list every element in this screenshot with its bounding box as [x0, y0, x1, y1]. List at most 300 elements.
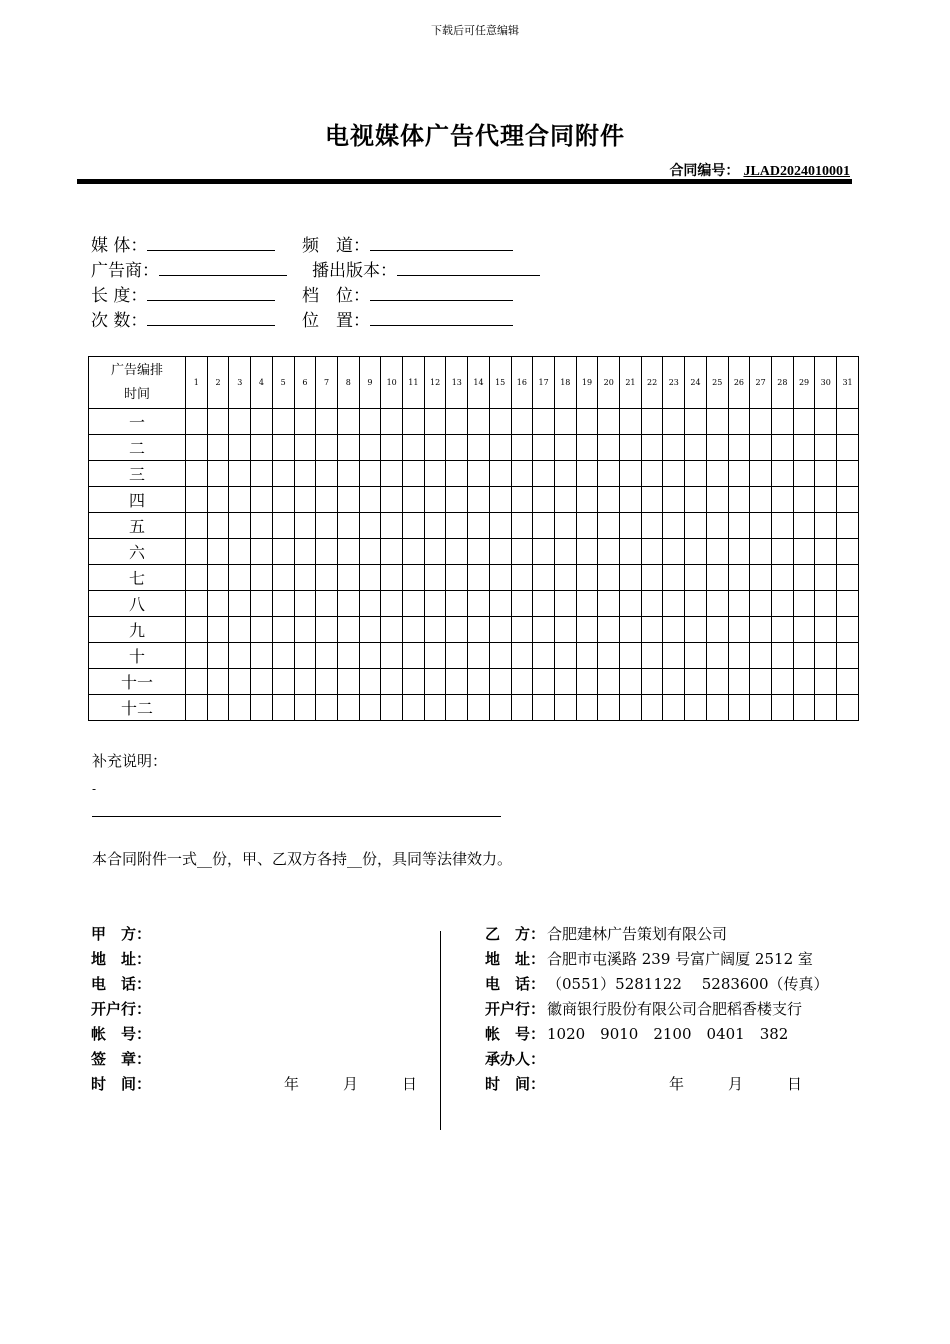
schedule-cell[interactable]: [316, 513, 338, 539]
schedule-cell[interactable]: [663, 409, 685, 435]
schedule-cell[interactable]: [251, 461, 273, 487]
schedule-cell[interactable]: [207, 461, 229, 487]
schedule-cell[interactable]: [576, 487, 598, 513]
schedule-cell[interactable]: [489, 487, 511, 513]
schedule-cell[interactable]: [771, 565, 793, 591]
schedule-cell[interactable]: [359, 513, 381, 539]
schedule-cell[interactable]: [554, 435, 576, 461]
schedule-cell[interactable]: [641, 617, 663, 643]
schedule-cell[interactable]: [750, 513, 772, 539]
schedule-cell[interactable]: [229, 591, 251, 617]
schedule-cell[interactable]: [316, 591, 338, 617]
schedule-cell[interactable]: [771, 461, 793, 487]
schedule-cell[interactable]: [598, 539, 620, 565]
schedule-cell[interactable]: [533, 513, 555, 539]
schedule-cell[interactable]: [815, 461, 837, 487]
schedule-cell[interactable]: [685, 513, 707, 539]
schedule-cell[interactable]: [337, 565, 359, 591]
schedule-cell[interactable]: [468, 669, 490, 695]
schedule-cell[interactable]: [403, 539, 425, 565]
schedule-cell[interactable]: [620, 539, 642, 565]
schedule-cell[interactable]: [446, 565, 468, 591]
schedule-cell[interactable]: [793, 643, 815, 669]
schedule-cell[interactable]: [272, 487, 294, 513]
schedule-cell[interactable]: [424, 487, 446, 513]
schedule-cell[interactable]: [229, 617, 251, 643]
schedule-cell[interactable]: [706, 461, 728, 487]
schedule-cell[interactable]: [750, 539, 772, 565]
schedule-cell[interactable]: [207, 409, 229, 435]
schedule-cell[interactable]: [468, 591, 490, 617]
times-blank[interactable]: [147, 307, 275, 326]
schedule-cell[interactable]: [511, 591, 533, 617]
schedule-cell[interactable]: [186, 409, 208, 435]
schedule-cell[interactable]: [750, 617, 772, 643]
schedule-cell[interactable]: [381, 435, 403, 461]
schedule-cell[interactable]: [359, 591, 381, 617]
schedule-cell[interactable]: [793, 513, 815, 539]
schedule-cell[interactable]: [186, 695, 208, 721]
schedule-cell[interactable]: [750, 487, 772, 513]
schedule-cell[interactable]: [793, 409, 815, 435]
schedule-cell[interactable]: [207, 591, 229, 617]
schedule-cell[interactable]: [837, 695, 859, 721]
schedule-cell[interactable]: [576, 461, 598, 487]
schedule-cell[interactable]: [620, 461, 642, 487]
schedule-cell[interactable]: [728, 617, 750, 643]
schedule-cell[interactable]: [186, 591, 208, 617]
schedule-cell[interactable]: [598, 409, 620, 435]
schedule-cell[interactable]: [186, 461, 208, 487]
schedule-cell[interactable]: [359, 643, 381, 669]
schedule-cell[interactable]: [272, 643, 294, 669]
schedule-cell[interactable]: [837, 461, 859, 487]
version-blank[interactable]: [397, 257, 540, 276]
schedule-cell[interactable]: [229, 435, 251, 461]
schedule-cell[interactable]: [337, 409, 359, 435]
schedule-cell[interactable]: [815, 565, 837, 591]
schedule-cell[interactable]: [468, 643, 490, 669]
schedule-cell[interactable]: [750, 409, 772, 435]
schedule-cell[interactable]: [511, 461, 533, 487]
supplement-line[interactable]: [92, 816, 501, 817]
schedule-cell[interactable]: [815, 487, 837, 513]
schedule-cell[interactable]: [533, 565, 555, 591]
schedule-cell[interactable]: [207, 695, 229, 721]
schedule-cell[interactable]: [381, 539, 403, 565]
schedule-cell[interactable]: [837, 539, 859, 565]
schedule-cell[interactable]: [316, 409, 338, 435]
schedule-cell[interactable]: [403, 643, 425, 669]
schedule-cell[interactable]: [663, 617, 685, 643]
schedule-cell[interactable]: [815, 539, 837, 565]
schedule-cell[interactable]: [706, 695, 728, 721]
schedule-cell[interactable]: [554, 591, 576, 617]
position-blank[interactable]: [370, 307, 513, 326]
schedule-cell[interactable]: [186, 643, 208, 669]
schedule-cell[interactable]: [316, 435, 338, 461]
schedule-cell[interactable]: [620, 617, 642, 643]
schedule-cell[interactable]: [685, 435, 707, 461]
schedule-cell[interactable]: [750, 695, 772, 721]
schedule-cell[interactable]: [620, 695, 642, 721]
schedule-cell[interactable]: [641, 565, 663, 591]
schedule-cell[interactable]: [294, 487, 316, 513]
schedule-cell[interactable]: [641, 487, 663, 513]
schedule-cell[interactable]: [837, 435, 859, 461]
schedule-cell[interactable]: [359, 487, 381, 513]
schedule-cell[interactable]: [381, 487, 403, 513]
schedule-cell[interactable]: [576, 591, 598, 617]
schedule-cell[interactable]: [446, 461, 468, 487]
schedule-cell[interactable]: [337, 487, 359, 513]
schedule-cell[interactable]: [511, 643, 533, 669]
schedule-cell[interactable]: [511, 565, 533, 591]
schedule-cell[interactable]: [489, 409, 511, 435]
schedule-cell[interactable]: [272, 539, 294, 565]
schedule-cell[interactable]: [468, 487, 490, 513]
schedule-cell[interactable]: [207, 565, 229, 591]
schedule-cell[interactable]: [576, 695, 598, 721]
schedule-cell[interactable]: [598, 669, 620, 695]
schedule-cell[interactable]: [424, 461, 446, 487]
schedule-cell[interactable]: [771, 513, 793, 539]
schedule-cell[interactable]: [641, 435, 663, 461]
schedule-cell[interactable]: [728, 487, 750, 513]
schedule-cell[interactable]: [554, 669, 576, 695]
schedule-cell[interactable]: [489, 695, 511, 721]
schedule-cell[interactable]: [706, 487, 728, 513]
schedule-cell[interactable]: [663, 487, 685, 513]
schedule-cell[interactable]: [489, 461, 511, 487]
schedule-cell[interactable]: [272, 409, 294, 435]
schedule-cell[interactable]: [728, 513, 750, 539]
length-blank[interactable]: [147, 282, 275, 301]
schedule-cell[interactable]: [294, 435, 316, 461]
channel-blank[interactable]: [370, 232, 513, 251]
schedule-cell[interactable]: [207, 435, 229, 461]
schedule-cell[interactable]: [424, 591, 446, 617]
schedule-cell[interactable]: [489, 435, 511, 461]
schedule-cell[interactable]: [815, 669, 837, 695]
schedule-cell[interactable]: [815, 591, 837, 617]
schedule-cell[interactable]: [294, 617, 316, 643]
schedule-cell[interactable]: [489, 617, 511, 643]
schedule-cell[interactable]: [663, 539, 685, 565]
schedule-cell[interactable]: [381, 513, 403, 539]
schedule-cell[interactable]: [598, 591, 620, 617]
schedule-cell[interactable]: [554, 461, 576, 487]
schedule-cell[interactable]: [533, 435, 555, 461]
slot-blank[interactable]: [370, 282, 513, 301]
schedule-cell[interactable]: [750, 669, 772, 695]
schedule-cell[interactable]: [815, 617, 837, 643]
schedule-cell[interactable]: [272, 513, 294, 539]
schedule-cell[interactable]: [815, 643, 837, 669]
schedule-cell[interactable]: [468, 409, 490, 435]
schedule-cell[interactable]: [424, 669, 446, 695]
schedule-cell[interactable]: [576, 617, 598, 643]
schedule-cell[interactable]: [511, 617, 533, 643]
schedule-cell[interactable]: [685, 695, 707, 721]
schedule-cell[interactable]: [576, 565, 598, 591]
schedule-cell[interactable]: [576, 513, 598, 539]
schedule-cell[interactable]: [294, 461, 316, 487]
schedule-cell[interactable]: [641, 409, 663, 435]
schedule-cell[interactable]: [446, 409, 468, 435]
schedule-cell[interactable]: [533, 409, 555, 435]
schedule-cell[interactable]: [359, 695, 381, 721]
schedule-cell[interactable]: [511, 669, 533, 695]
schedule-cell[interactable]: [685, 461, 707, 487]
schedule-cell[interactable]: [511, 695, 533, 721]
schedule-cell[interactable]: [489, 513, 511, 539]
schedule-cell[interactable]: [337, 539, 359, 565]
schedule-cell[interactable]: [337, 643, 359, 669]
schedule-cell[interactable]: [793, 669, 815, 695]
schedule-cell[interactable]: [598, 513, 620, 539]
schedule-cell[interactable]: [815, 513, 837, 539]
schedule-cell[interactable]: [815, 695, 837, 721]
schedule-cell[interactable]: [294, 513, 316, 539]
schedule-cell[interactable]: [337, 513, 359, 539]
schedule-cell[interactable]: [554, 643, 576, 669]
schedule-cell[interactable]: [359, 461, 381, 487]
schedule-cell[interactable]: [294, 409, 316, 435]
schedule-cell[interactable]: [316, 487, 338, 513]
schedule-cell[interactable]: [229, 409, 251, 435]
schedule-cell[interactable]: [728, 409, 750, 435]
schedule-cell[interactable]: [403, 695, 425, 721]
schedule-cell[interactable]: [728, 565, 750, 591]
schedule-cell[interactable]: [251, 669, 273, 695]
schedule-cell[interactable]: [598, 487, 620, 513]
schedule-cell[interactable]: [468, 565, 490, 591]
schedule-cell[interactable]: [381, 669, 403, 695]
schedule-cell[interactable]: [554, 487, 576, 513]
schedule-cell[interactable]: [641, 643, 663, 669]
media-blank[interactable]: [147, 232, 275, 251]
schedule-cell[interactable]: [533, 669, 555, 695]
schedule-cell[interactable]: [272, 591, 294, 617]
schedule-cell[interactable]: [294, 565, 316, 591]
schedule-cell[interactable]: [446, 643, 468, 669]
schedule-cell[interactable]: [337, 617, 359, 643]
schedule-cell[interactable]: [576, 435, 598, 461]
schedule-cell[interactable]: [598, 565, 620, 591]
schedule-cell[interactable]: [685, 409, 707, 435]
schedule-cell[interactable]: [294, 695, 316, 721]
schedule-cell[interactable]: [381, 461, 403, 487]
schedule-cell[interactable]: [446, 669, 468, 695]
schedule-cell[interactable]: [685, 487, 707, 513]
schedule-cell[interactable]: [294, 591, 316, 617]
schedule-cell[interactable]: [554, 409, 576, 435]
schedule-cell[interactable]: [186, 669, 208, 695]
schedule-cell[interactable]: [728, 669, 750, 695]
schedule-cell[interactable]: [229, 565, 251, 591]
schedule-cell[interactable]: [403, 617, 425, 643]
schedule-cell[interactable]: [663, 591, 685, 617]
schedule-cell[interactable]: [229, 539, 251, 565]
schedule-cell[interactable]: [381, 643, 403, 669]
schedule-cell[interactable]: [728, 461, 750, 487]
schedule-cell[interactable]: [793, 461, 815, 487]
schedule-cell[interactable]: [706, 513, 728, 539]
schedule-cell[interactable]: [316, 461, 338, 487]
schedule-cell[interactable]: [663, 435, 685, 461]
schedule-cell[interactable]: [186, 617, 208, 643]
schedule-cell[interactable]: [337, 435, 359, 461]
schedule-cell[interactable]: [706, 591, 728, 617]
schedule-cell[interactable]: [685, 669, 707, 695]
schedule-cell[interactable]: [771, 435, 793, 461]
schedule-cell[interactable]: [251, 435, 273, 461]
schedule-cell[interactable]: [533, 643, 555, 669]
schedule-cell[interactable]: [337, 669, 359, 695]
schedule-cell[interactable]: [251, 695, 273, 721]
schedule-cell[interactable]: [251, 617, 273, 643]
schedule-cell[interactable]: [771, 487, 793, 513]
schedule-cell[interactable]: [663, 513, 685, 539]
schedule-cell[interactable]: [272, 617, 294, 643]
schedule-cell[interactable]: [186, 539, 208, 565]
schedule-cell[interactable]: [837, 513, 859, 539]
schedule-cell[interactable]: [771, 643, 793, 669]
schedule-cell[interactable]: [598, 435, 620, 461]
schedule-cell[interactable]: [837, 643, 859, 669]
schedule-cell[interactable]: [446, 617, 468, 643]
schedule-cell[interactable]: [294, 643, 316, 669]
schedule-cell[interactable]: [598, 617, 620, 643]
schedule-cell[interactable]: [403, 435, 425, 461]
schedule-cell[interactable]: [663, 461, 685, 487]
schedule-cell[interactable]: [620, 643, 642, 669]
schedule-cell[interactable]: [207, 487, 229, 513]
schedule-cell[interactable]: [207, 669, 229, 695]
schedule-cell[interactable]: [685, 539, 707, 565]
schedule-cell[interactable]: [511, 409, 533, 435]
schedule-cell[interactable]: [837, 565, 859, 591]
schedule-cell[interactable]: [251, 409, 273, 435]
schedule-cell[interactable]: [771, 695, 793, 721]
schedule-cell[interactable]: [424, 695, 446, 721]
schedule-cell[interactable]: [663, 669, 685, 695]
schedule-cell[interactable]: [728, 435, 750, 461]
schedule-cell[interactable]: [837, 591, 859, 617]
schedule-cell[interactable]: [251, 565, 273, 591]
schedule-cell[interactable]: [706, 617, 728, 643]
schedule-cell[interactable]: [424, 435, 446, 461]
schedule-cell[interactable]: [424, 513, 446, 539]
schedule-cell[interactable]: [229, 669, 251, 695]
schedule-cell[interactable]: [771, 591, 793, 617]
schedule-cell[interactable]: [337, 591, 359, 617]
schedule-cell[interactable]: [793, 539, 815, 565]
schedule-cell[interactable]: [641, 591, 663, 617]
schedule-cell[interactable]: [337, 461, 359, 487]
schedule-cell[interactable]: [750, 435, 772, 461]
schedule-cell[interactable]: [186, 565, 208, 591]
schedule-cell[interactable]: [272, 461, 294, 487]
schedule-cell[interactable]: [576, 643, 598, 669]
schedule-cell[interactable]: [424, 617, 446, 643]
schedule-cell[interactable]: [576, 669, 598, 695]
schedule-cell[interactable]: [533, 591, 555, 617]
schedule-cell[interactable]: [316, 565, 338, 591]
schedule-cell[interactable]: [207, 617, 229, 643]
schedule-cell[interactable]: [793, 435, 815, 461]
schedule-cell[interactable]: [468, 539, 490, 565]
schedule-cell[interactable]: [316, 617, 338, 643]
schedule-cell[interactable]: [750, 643, 772, 669]
schedule-cell[interactable]: [403, 409, 425, 435]
schedule-cell[interactable]: [511, 435, 533, 461]
schedule-cell[interactable]: [424, 565, 446, 591]
schedule-cell[interactable]: [641, 669, 663, 695]
schedule-cell[interactable]: [728, 539, 750, 565]
schedule-cell[interactable]: [251, 539, 273, 565]
schedule-cell[interactable]: [663, 565, 685, 591]
schedule-cell[interactable]: [337, 695, 359, 721]
schedule-cell[interactable]: [251, 643, 273, 669]
schedule-cell[interactable]: [598, 695, 620, 721]
schedule-cell[interactable]: [620, 435, 642, 461]
schedule-cell[interactable]: [793, 617, 815, 643]
schedule-cell[interactable]: [186, 513, 208, 539]
schedule-cell[interactable]: [316, 643, 338, 669]
schedule-cell[interactable]: [641, 695, 663, 721]
schedule-cell[interactable]: [706, 435, 728, 461]
schedule-cell[interactable]: [620, 669, 642, 695]
schedule-cell[interactable]: [207, 513, 229, 539]
schedule-cell[interactable]: [489, 591, 511, 617]
schedule-cell[interactable]: [554, 695, 576, 721]
schedule-cell[interactable]: [533, 695, 555, 721]
schedule-cell[interactable]: [728, 591, 750, 617]
schedule-cell[interactable]: [381, 409, 403, 435]
schedule-cell[interactable]: [424, 409, 446, 435]
schedule-cell[interactable]: [554, 513, 576, 539]
schedule-cell[interactable]: [272, 435, 294, 461]
schedule-cell[interactable]: [750, 591, 772, 617]
schedule-cell[interactable]: [229, 461, 251, 487]
schedule-cell[interactable]: [359, 565, 381, 591]
schedule-cell[interactable]: [750, 461, 772, 487]
schedule-cell[interactable]: [641, 539, 663, 565]
advertiser-blank[interactable]: [159, 257, 287, 276]
schedule-cell[interactable]: [641, 461, 663, 487]
schedule-cell[interactable]: [685, 617, 707, 643]
schedule-cell[interactable]: [533, 539, 555, 565]
schedule-cell[interactable]: [468, 461, 490, 487]
schedule-cell[interactable]: [793, 591, 815, 617]
schedule-cell[interactable]: [403, 513, 425, 539]
schedule-cell[interactable]: [815, 435, 837, 461]
schedule-cell[interactable]: [403, 565, 425, 591]
schedule-cell[interactable]: [446, 513, 468, 539]
schedule-cell[interactable]: [728, 643, 750, 669]
schedule-cell[interactable]: [359, 617, 381, 643]
schedule-cell[interactable]: [793, 565, 815, 591]
schedule-cell[interactable]: [554, 617, 576, 643]
schedule-cell[interactable]: [403, 461, 425, 487]
schedule-cell[interactable]: [620, 487, 642, 513]
schedule-cell[interactable]: [598, 643, 620, 669]
schedule-cell[interactable]: [511, 513, 533, 539]
schedule-cell[interactable]: [533, 461, 555, 487]
schedule-cell[interactable]: [706, 669, 728, 695]
